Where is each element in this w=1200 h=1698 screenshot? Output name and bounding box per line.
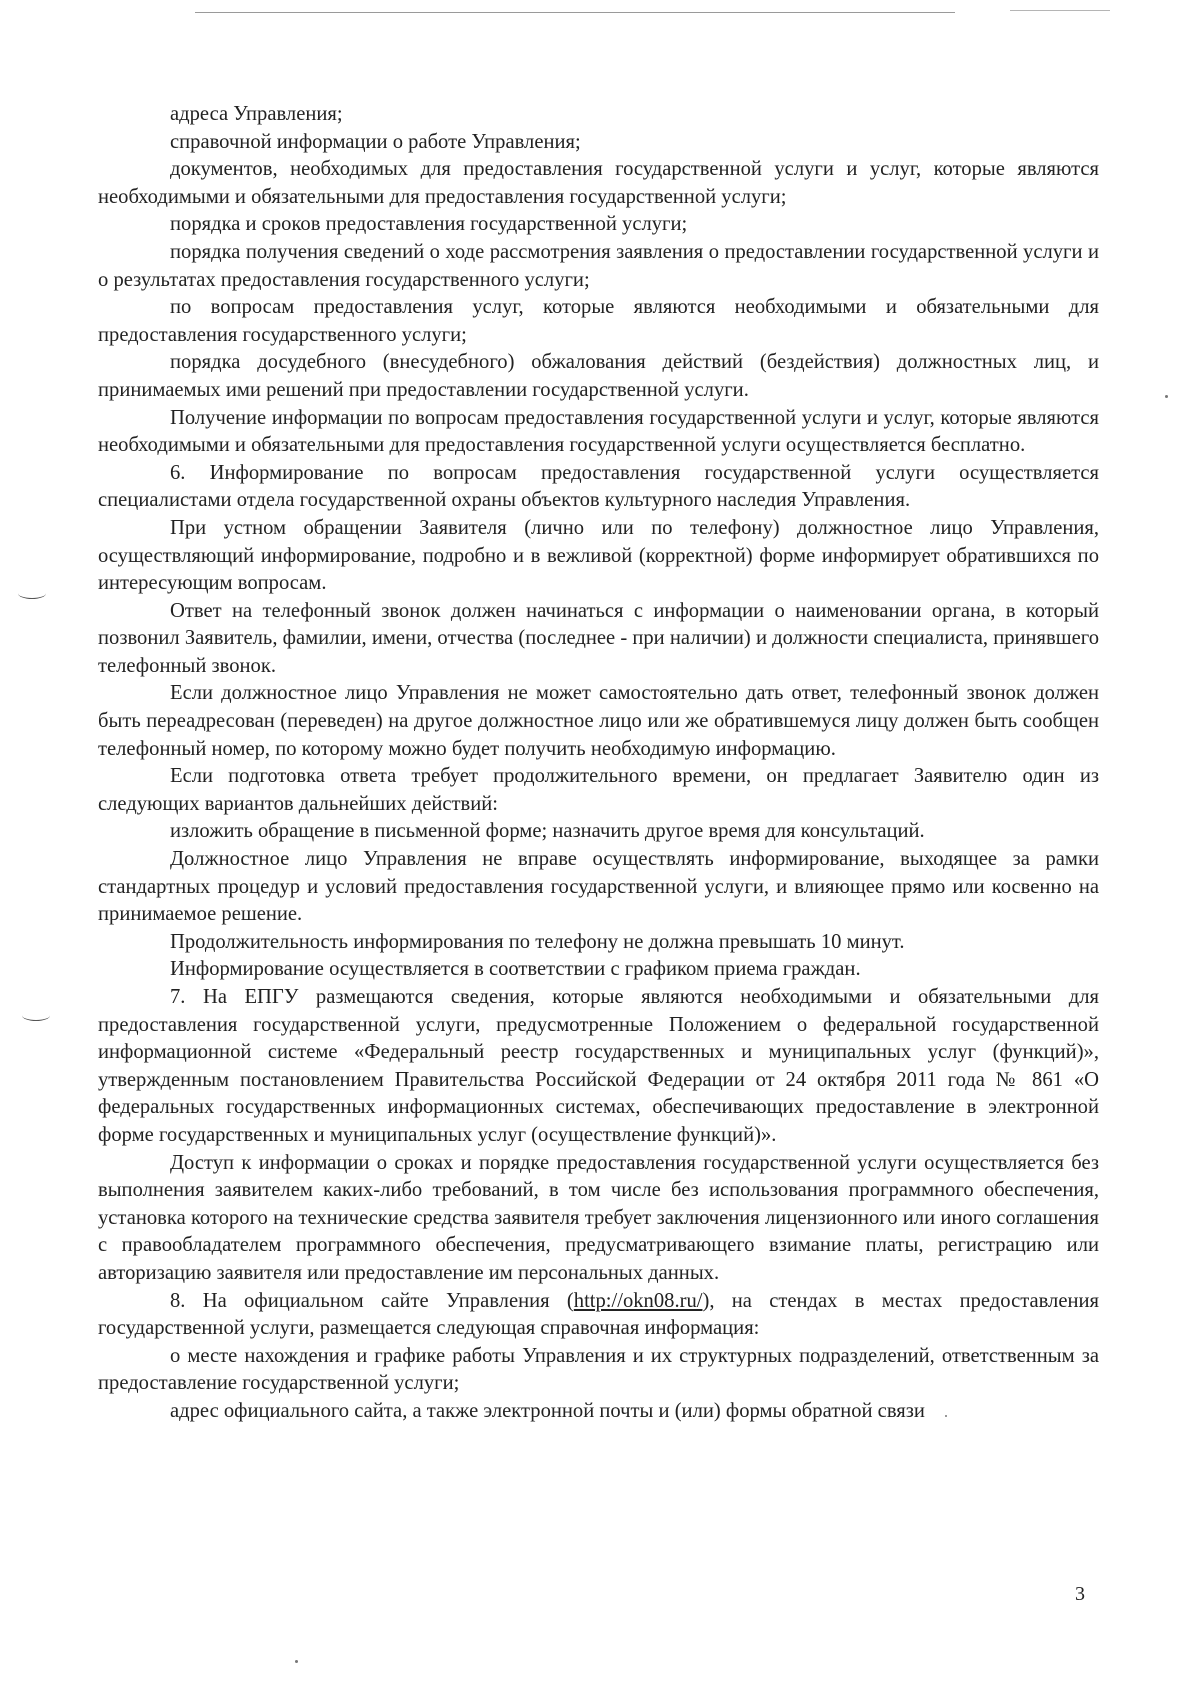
paragraph: порядка и сроков предоставления государственной услуги; — [170, 213, 688, 236]
paragraph: документов, необходимых для предоставления государственной услуги и услуг, которые являются необходимыми и обязательными для предоставления государственной услуги; — [98, 158, 1099, 208]
paragraph: Доступ к информации о сроках и порядке предоставления государственной услуги осуществляется без выполнения заявителем каких-либо требований, в том числе без использования программного обеспечения, установка которого на технические средства заявителя требует заключения лицензионного или иного соглашения с правообладателем программного обеспечения, предусматривающего взимание платы, регистрацию или авторизацию заявителя или предоставление им персональных данных. — [98, 1151, 1099, 1284]
scan-speck — [945, 1415, 947, 1417]
paragraph: Информирование осуществляется в соответствии с графиком приема граждан. — [170, 958, 861, 981]
paragraph-8-text-end: ), на стендах в местах предоставления государственной услуги, размещается следующая справочная информация: — [98, 1289, 1099, 1340]
page-number: 3 — [1075, 1583, 1085, 1605]
document-body — [98, 101, 1099, 1426]
paragraph: При устном обращении Заявителя (лично или по телефону) должностное лицо Управления, осуществляющий информирование, подробно и в вежливой (корректной) форме информирует обратившихся по интересующим вопросам. — [98, 516, 1099, 595]
paragraph: порядка досудебного (внесудебного) обжалования действий (бездействия) должностных лиц, и принимаемых ими решений при предоставлении государственной услуги. — [98, 351, 1099, 401]
paragraph-8 — [98, 1288, 1099, 1343]
scan-top-edge-right — [1010, 10, 1110, 11]
paragraph-8-text: 8. На официальном сайте Управления ( — [170, 1289, 574, 1312]
paragraph: Ответ на телефонный звонок должен начинаться с информации о наименовании органа, в который позвонил Заявитель, фамилии, имени, отчества (последнее - при наличии) и должности специалиста, принявшего телефонный звонок. — [98, 599, 1099, 677]
scan-speck — [1165, 395, 1168, 398]
paragraph: Если должностное лицо Управления не может самостоятельно дать ответ, телефонный звонок должен быть переадресован (переведен) на другое должностное лицо или же обратившемуся лицу должен быть сообщен телефонный номер, по которому можно будет получить необходимую информацию. — [98, 682, 1099, 760]
scan-top-edge — [195, 12, 955, 13]
paragraph: Продолжительность информирования по телефону не должна превышать 10 минут. — [170, 930, 905, 953]
paragraph: о месте нахождения и графике работы Управления и их структурных подразделений, ответственным за предоставление государственной услуги; — [98, 1344, 1099, 1395]
paragraph: Получение информации по вопросам предоставления государственной услуги и услуг, которые являются необходимыми и обязательными для предоставления государственной услуги осуществляется бесплатно. — [98, 406, 1099, 457]
paragraph: Должностное лицо Управления не вправе осуществлять информирование, выходящее за рамки стандартных процедур и условий предоставления государственной услуги, и влияющее прямо или косвенно на принимаемое решение. — [98, 848, 1099, 926]
paragraph: адреса Управления; — [170, 103, 343, 125]
official-site-link[interactable]: http://okn08.ru/ — [573, 1289, 703, 1312]
scan-speck — [295, 1660, 298, 1663]
paragraph: порядка получения сведений о ходе рассмотрения заявления о предоставлении государственной услуги и о результатах предоставления государственного услуги; — [98, 240, 1099, 291]
paragraph: справочной информации о работе Управления; — [170, 130, 581, 153]
paragraph: изложить обращение в письменной форме; назначить другое время для консультаций. — [170, 820, 925, 843]
scan-mark — [22, 1010, 50, 1021]
paragraph: по вопросам предоставления услуг, которые являются необходимыми и обязательными для предоставления государственного услуги; — [98, 296, 1099, 346]
paragraph: Если подготовка ответа требует продолжительного времени, он предлагает Заявителю один из следующих вариантов дальнейших действий: — [98, 765, 1099, 815]
paragraph: адрес официального сайта, а также электронной почты и (или) формы обратной связи — [170, 1399, 925, 1422]
scan-mark — [18, 588, 46, 599]
paragraph: 7. На ЕПГУ размещаются сведения, которые являются необходимыми и обязательными для предоставления государственной услуги, предусмотренные Положением о федеральной государственной информационной системе «Федеральный реестр государственных и муниципальных услуг (функций)», утвержденным постановлением Правительства Российской Федерации от 24 октября 2011 года № 861 «О федеральных государственных информационных системах, обеспечивающих предоставление в электронной форме государственных и муниципальных услуг (осуществление функций)». — [98, 986, 1099, 1146]
paragraph: 6. Информирование по вопросам предоставления государственной услуги осуществляется специалистами отдела государственной охраны объектов культурного наследия Управления. — [98, 461, 1099, 512]
